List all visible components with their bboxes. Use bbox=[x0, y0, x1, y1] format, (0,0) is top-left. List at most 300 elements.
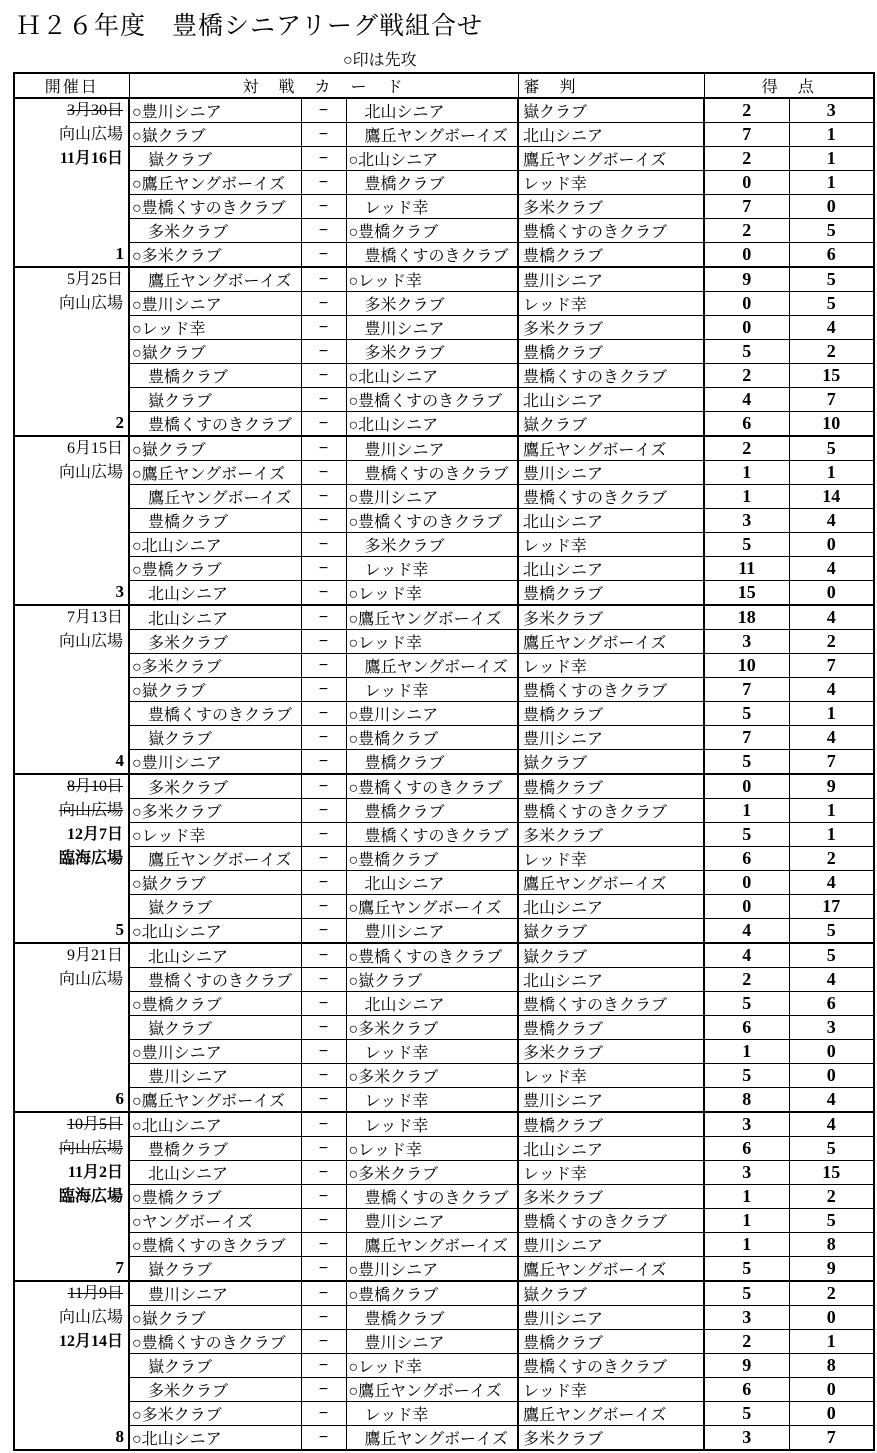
block-number: 1 bbox=[115, 244, 124, 263]
score1-cell: 15 bbox=[704, 581, 789, 606]
block-number: 6 bbox=[115, 1089, 124, 1108]
date-line: 向山広場 bbox=[58, 971, 123, 988]
team2-cell bbox=[346, 1402, 518, 1426]
team1-cell-label: ○北山シニア bbox=[132, 924, 222, 941]
vs-dash: − bbox=[301, 243, 346, 268]
score1-cell: 6 bbox=[704, 1137, 789, 1161]
score2-cell: 15 bbox=[789, 364, 874, 388]
match-row bbox=[14, 1209, 874, 1233]
umpire-cell: 鷹丘ヤングボーイズ bbox=[518, 630, 704, 654]
team2-cell bbox=[346, 1137, 518, 1161]
block-number: 4 bbox=[115, 751, 124, 770]
vs-dash: − bbox=[301, 509, 346, 533]
team2-cell bbox=[346, 1185, 518, 1209]
score1-cell: 0 bbox=[704, 895, 789, 919]
team1-cell bbox=[129, 919, 301, 944]
vs-dash: − bbox=[301, 461, 346, 485]
umpire-cell: 豊橋くすのきクラブ bbox=[518, 799, 704, 823]
vs-dash: − bbox=[301, 702, 346, 726]
team1-cell bbox=[129, 436, 301, 461]
vs-dash: − bbox=[301, 412, 346, 437]
vs-dash: − bbox=[301, 1088, 346, 1113]
match-row bbox=[14, 98, 874, 123]
date-line: 向山広場 bbox=[58, 295, 123, 312]
team1-cell-label: ○鷹丘ヤングボーイズ bbox=[132, 176, 286, 193]
team1-cell-label: ○多米クラブ bbox=[132, 1407, 222, 1424]
score2-cell: 4 bbox=[789, 871, 874, 895]
score2-cell: 5 bbox=[789, 1137, 874, 1161]
umpire-cell: レッド幸 bbox=[518, 533, 704, 557]
team2-cell-label: ○北山シニア bbox=[348, 369, 439, 386]
team1-cell bbox=[129, 316, 301, 340]
team2-cell-label: 豊橋くすのきクラブ bbox=[364, 1190, 509, 1207]
team1-cell bbox=[129, 1064, 301, 1088]
team2-cell bbox=[346, 1281, 518, 1306]
team1-cell-label: 鷹丘ヤングボーイズ bbox=[148, 490, 292, 507]
score1-cell: 5 bbox=[704, 992, 789, 1016]
score2-cell: 0 bbox=[789, 1064, 874, 1088]
umpire-cell: レッド幸 bbox=[518, 654, 704, 678]
vs-dash: − bbox=[301, 292, 346, 316]
umpire-cell: 豊川シニア bbox=[518, 1088, 704, 1113]
team2-cell-label: レッド幸 bbox=[364, 1045, 429, 1062]
match-row bbox=[14, 485, 874, 509]
team2-cell-label: 豊川シニア bbox=[364, 924, 445, 941]
team1-cell-label: ○豊川シニア bbox=[132, 104, 222, 121]
score2-cell: 4 bbox=[789, 678, 874, 702]
team1-cell bbox=[129, 243, 301, 268]
match-row bbox=[14, 267, 874, 292]
vs-dash: − bbox=[301, 823, 346, 847]
team2-cell bbox=[346, 98, 518, 123]
score2-cell: 5 bbox=[789, 267, 874, 292]
team2-cell bbox=[346, 943, 518, 968]
team2-cell-label: ○鷹丘ヤングボーイズ bbox=[348, 1383, 502, 1400]
team1-cell-label: ○ヤングボーイズ bbox=[132, 1214, 254, 1231]
team1-cell bbox=[129, 1112, 301, 1137]
score2-cell: 1 bbox=[789, 799, 874, 823]
vs-dash: − bbox=[301, 1306, 346, 1330]
team1-cell bbox=[129, 895, 301, 919]
team2-cell-label: 豊橋クラブ bbox=[364, 755, 445, 772]
score1-cell: 6 bbox=[704, 847, 789, 871]
team2-cell bbox=[346, 1378, 518, 1402]
team2-cell bbox=[346, 1088, 518, 1113]
score1-cell: 5 bbox=[704, 1402, 789, 1426]
vs-dash: − bbox=[301, 147, 346, 171]
score1-cell: 1 bbox=[704, 1040, 789, 1064]
score1-cell: 1 bbox=[704, 799, 789, 823]
team2-cell-label: ○豊橋くすのきクラブ bbox=[348, 514, 503, 531]
team2-cell bbox=[346, 847, 518, 871]
team2-cell-label: 豊橋クラブ bbox=[364, 804, 445, 821]
team1-cell-label: ○豊橋クラブ bbox=[132, 1190, 222, 1207]
team1-cell-label: ○豊橋クラブ bbox=[132, 997, 222, 1014]
match-row bbox=[14, 436, 874, 461]
team2-cell-label: 豊橋クラブ bbox=[364, 1311, 445, 1328]
date-cell bbox=[14, 267, 129, 436]
team2-cell bbox=[346, 799, 518, 823]
umpire-cell: 嶽クラブ bbox=[518, 412, 704, 437]
umpire-cell: 鷹丘ヤングボーイズ bbox=[518, 1402, 704, 1426]
umpire-cell: 北山シニア bbox=[518, 1137, 704, 1161]
team1-cell-label: 豊橋くすのきクラブ bbox=[148, 707, 293, 724]
umpire-cell: 豊橋クラブ bbox=[518, 774, 704, 799]
match-row bbox=[14, 702, 874, 726]
date-cell bbox=[14, 774, 129, 943]
team1-cell bbox=[129, 195, 301, 219]
score1-cell: 4 bbox=[704, 919, 789, 944]
team1-cell-label: ○豊橋くすのきクラブ bbox=[132, 1335, 286, 1352]
team2-cell bbox=[346, 1233, 518, 1257]
score2-cell: 2 bbox=[789, 340, 874, 364]
score2-cell: 6 bbox=[789, 992, 874, 1016]
vs-dash: − bbox=[301, 605, 346, 630]
umpire-cell: 豊橋クラブ bbox=[518, 1112, 704, 1137]
team2-cell bbox=[346, 340, 518, 364]
team1-cell-label: 豊川シニア bbox=[148, 1287, 229, 1304]
score1-cell: 2 bbox=[704, 1330, 789, 1354]
match-row bbox=[14, 605, 874, 630]
vs-dash: − bbox=[301, 1209, 346, 1233]
match-row bbox=[14, 968, 874, 992]
date-line: 12月7日 bbox=[66, 826, 123, 843]
umpire-cell: 豊橋くすのきクラブ bbox=[518, 485, 704, 509]
team2-cell-label: ○嶽クラブ bbox=[348, 973, 423, 990]
team1-cell bbox=[129, 557, 301, 581]
team1-cell-label: ○嶽クラブ bbox=[132, 683, 206, 700]
score2-cell: 4 bbox=[789, 968, 874, 992]
team2-cell-label: ○豊橋クラブ bbox=[348, 224, 439, 241]
score1-cell: 1 bbox=[704, 1209, 789, 1233]
schedule-body bbox=[14, 98, 874, 1450]
team1-cell-label: ○豊橋くすのきクラブ bbox=[132, 1238, 286, 1255]
score2-cell: 1 bbox=[789, 702, 874, 726]
vs-dash: − bbox=[301, 1378, 346, 1402]
team1-cell-label: 北山シニア bbox=[148, 586, 229, 603]
umpire-cell: 鷹丘ヤングボーイズ bbox=[518, 871, 704, 895]
team1-cell-label: ○北山シニア bbox=[132, 1431, 222, 1448]
team1-cell bbox=[129, 292, 301, 316]
score1-cell: 5 bbox=[704, 1281, 789, 1306]
team2-cell-label: ○レッド幸 bbox=[348, 1142, 423, 1159]
team2-cell-label: ○豊橋クラブ bbox=[348, 852, 439, 869]
score1-cell: 7 bbox=[704, 678, 789, 702]
score1-cell: 2 bbox=[704, 219, 789, 243]
score1-cell: 2 bbox=[704, 968, 789, 992]
team2-cell bbox=[346, 1306, 518, 1330]
vs-dash: − bbox=[301, 968, 346, 992]
team1-cell bbox=[129, 1209, 301, 1233]
team1-cell bbox=[129, 678, 301, 702]
team2-cell-label: ○レッド幸 bbox=[348, 635, 423, 652]
match-row bbox=[14, 1088, 874, 1113]
umpire-cell: 多米クラブ bbox=[518, 316, 704, 340]
umpire-cell: 北山シニア bbox=[518, 968, 704, 992]
team2-cell-label: ○豊川シニア bbox=[348, 1262, 439, 1279]
team2-cell bbox=[346, 968, 518, 992]
umpire-cell: 北山シニア bbox=[518, 388, 704, 412]
score2-cell: 3 bbox=[789, 1016, 874, 1040]
match-row bbox=[14, 123, 874, 147]
column-header-date: 開催日 bbox=[14, 73, 129, 98]
score2-cell: 5 bbox=[789, 943, 874, 968]
date-line: 向山広場 bbox=[58, 802, 123, 819]
legend-note: ○印は先攻 bbox=[343, 52, 417, 69]
match-row bbox=[14, 1378, 874, 1402]
team2-cell bbox=[346, 678, 518, 702]
score1-cell: 5 bbox=[704, 1064, 789, 1088]
vs-dash: − bbox=[301, 919, 346, 944]
team1-cell-label: 鷹丘ヤングボーイズ bbox=[148, 273, 292, 290]
date-line: 7月13日 bbox=[66, 609, 123, 626]
team1-cell-label: ○多米クラブ bbox=[132, 248, 222, 265]
team1-cell bbox=[129, 799, 301, 823]
match-row bbox=[14, 1185, 874, 1209]
team2-cell bbox=[346, 823, 518, 847]
match-row bbox=[14, 726, 874, 750]
match-row bbox=[14, 750, 874, 775]
score1-cell: 6 bbox=[704, 1016, 789, 1040]
team2-cell-label: レッド幸 bbox=[364, 200, 429, 217]
team2-cell bbox=[346, 461, 518, 485]
column-header-card: 対 戦 カ ー ド bbox=[129, 73, 518, 98]
team2-cell-label: レッド幸 bbox=[364, 562, 429, 579]
match-row bbox=[14, 1402, 874, 1426]
team1-cell bbox=[129, 630, 301, 654]
match-row bbox=[14, 895, 874, 919]
team2-cell-label: レッド幸 bbox=[364, 1407, 429, 1424]
vs-dash: − bbox=[301, 847, 346, 871]
team2-cell-label: 豊橋くすのきクラブ bbox=[364, 466, 509, 483]
team2-cell-label: 豊川シニア bbox=[364, 442, 445, 459]
team2-cell bbox=[346, 292, 518, 316]
team2-cell bbox=[346, 774, 518, 799]
score1-cell: 9 bbox=[704, 1354, 789, 1378]
team1-cell-label: 豊橋くすのきクラブ bbox=[148, 417, 293, 434]
score2-cell: 4 bbox=[789, 509, 874, 533]
team2-cell bbox=[346, 1257, 518, 1282]
umpire-cell: レッド幸 bbox=[518, 1161, 704, 1185]
umpire-cell: 豊橋くすのきクラブ bbox=[518, 678, 704, 702]
date-cell bbox=[14, 1112, 129, 1281]
team2-cell bbox=[346, 919, 518, 944]
umpire-cell: 豊川シニア bbox=[518, 461, 704, 485]
team1-cell-label: ○北山シニア bbox=[132, 538, 222, 555]
team2-cell-label: 多米クラブ bbox=[364, 345, 445, 362]
date-line: 6月15日 bbox=[66, 440, 123, 457]
score2-cell: 4 bbox=[789, 1112, 874, 1137]
team2-cell bbox=[346, 630, 518, 654]
vs-dash: − bbox=[301, 581, 346, 606]
team2-cell bbox=[346, 412, 518, 437]
score2-cell: 0 bbox=[789, 1402, 874, 1426]
team2-cell bbox=[346, 267, 518, 292]
vs-dash: − bbox=[301, 364, 346, 388]
umpire-cell: 豊橋クラブ bbox=[518, 702, 704, 726]
match-row bbox=[14, 1281, 874, 1306]
match-row bbox=[14, 364, 874, 388]
score2-cell: 2 bbox=[789, 1281, 874, 1306]
score2-cell: 0 bbox=[789, 581, 874, 606]
score2-cell: 5 bbox=[789, 292, 874, 316]
match-row bbox=[14, 219, 874, 243]
score1-cell: 0 bbox=[704, 316, 789, 340]
team2-cell bbox=[346, 1426, 518, 1451]
team2-cell-label: ○レッド幸 bbox=[348, 1359, 423, 1376]
score2-cell: 1 bbox=[789, 123, 874, 147]
score2-cell: 2 bbox=[789, 847, 874, 871]
match-row bbox=[14, 316, 874, 340]
score1-cell: 7 bbox=[704, 123, 789, 147]
match-row bbox=[14, 919, 874, 944]
vs-dash: − bbox=[301, 98, 346, 123]
team1-cell bbox=[129, 968, 301, 992]
match-row bbox=[14, 581, 874, 606]
score2-cell: 1 bbox=[789, 461, 874, 485]
column-header-umpire: 審 判 bbox=[518, 73, 704, 98]
umpire-cell: 豊橋クラブ bbox=[518, 340, 704, 364]
vs-dash: − bbox=[301, 340, 346, 364]
team2-cell bbox=[346, 605, 518, 630]
team1-cell bbox=[129, 1378, 301, 1402]
date-cell bbox=[14, 605, 129, 774]
team2-cell bbox=[346, 726, 518, 750]
team2-cell-label: ○鷹丘ヤングボーイズ bbox=[348, 611, 502, 628]
vs-dash: − bbox=[301, 750, 346, 775]
date-line: 向山広場 bbox=[58, 1140, 123, 1157]
score2-cell: 9 bbox=[789, 1257, 874, 1282]
team1-cell bbox=[129, 1016, 301, 1040]
match-row bbox=[14, 1161, 874, 1185]
score1-cell: 2 bbox=[704, 436, 789, 461]
umpire-cell: レッド幸 bbox=[518, 847, 704, 871]
vs-dash: − bbox=[301, 799, 346, 823]
score1-cell: 6 bbox=[704, 1378, 789, 1402]
vs-dash: − bbox=[301, 871, 346, 895]
team1-cell-label: 北山シニア bbox=[148, 611, 229, 628]
team2-cell bbox=[346, 1040, 518, 1064]
team2-cell bbox=[346, 702, 518, 726]
umpire-cell: 豊川シニア bbox=[518, 267, 704, 292]
team2-cell-label: 豊川シニア bbox=[364, 321, 445, 338]
score2-cell: 5 bbox=[789, 919, 874, 944]
score2-cell: 4 bbox=[789, 726, 874, 750]
score1-cell: 2 bbox=[704, 147, 789, 171]
team2-cell bbox=[346, 1064, 518, 1088]
team2-cell bbox=[346, 533, 518, 557]
date-line: 9月21日 bbox=[66, 947, 123, 964]
team2-cell-label: ○豊橋クラブ bbox=[348, 1287, 439, 1304]
score2-cell: 0 bbox=[789, 195, 874, 219]
team2-cell-label: 北山シニア bbox=[364, 997, 445, 1014]
team1-cell-label: 嶽クラブ bbox=[148, 731, 213, 748]
match-row bbox=[14, 630, 874, 654]
score1-cell: 5 bbox=[704, 340, 789, 364]
vs-dash: − bbox=[301, 316, 346, 340]
match-row bbox=[14, 654, 874, 678]
team2-cell-label: ○豊橋くすのきクラブ bbox=[348, 393, 503, 410]
team1-cell-label: ○嶽クラブ bbox=[132, 128, 206, 145]
match-row bbox=[14, 243, 874, 268]
team1-cell-label: ○多米クラブ bbox=[132, 659, 222, 676]
score1-cell: 1 bbox=[704, 485, 789, 509]
vs-dash: − bbox=[301, 123, 346, 147]
team2-cell-label: レッド幸 bbox=[364, 683, 429, 700]
umpire-cell: 豊橋くすのきクラブ bbox=[518, 219, 704, 243]
score1-cell: 3 bbox=[704, 1112, 789, 1137]
score1-cell: 4 bbox=[704, 943, 789, 968]
team2-cell bbox=[346, 171, 518, 195]
score1-cell: 1 bbox=[704, 461, 789, 485]
umpire-cell: レッド幸 bbox=[518, 1378, 704, 1402]
score2-cell: 4 bbox=[789, 1088, 874, 1113]
team1-cell bbox=[129, 702, 301, 726]
team1-cell bbox=[129, 774, 301, 799]
score1-cell: 6 bbox=[704, 412, 789, 437]
team2-cell bbox=[346, 195, 518, 219]
vs-dash: − bbox=[301, 171, 346, 195]
team2-cell-label: ○鷹丘ヤングボーイズ bbox=[348, 900, 502, 917]
score1-cell: 9 bbox=[704, 267, 789, 292]
score2-cell: 4 bbox=[789, 557, 874, 581]
score2-cell: 5 bbox=[789, 219, 874, 243]
team1-cell bbox=[129, 943, 301, 968]
team2-cell bbox=[346, 147, 518, 171]
date-line: 向山広場 bbox=[58, 126, 123, 143]
score1-cell: 0 bbox=[704, 292, 789, 316]
match-row bbox=[14, 292, 874, 316]
vs-dash: − bbox=[301, 533, 346, 557]
date-line: 5月25日 bbox=[66, 271, 123, 288]
match-row bbox=[14, 1257, 874, 1282]
umpire-cell: 北山シニア bbox=[518, 123, 704, 147]
vs-dash: − bbox=[301, 1402, 346, 1426]
vs-dash: − bbox=[301, 630, 346, 654]
umpire-cell: 嶽クラブ bbox=[518, 943, 704, 968]
team1-cell bbox=[129, 412, 301, 437]
team1-cell-label: 嶽クラブ bbox=[148, 1021, 213, 1038]
score2-cell: 4 bbox=[789, 605, 874, 630]
vs-dash: − bbox=[301, 1064, 346, 1088]
score2-cell: 17 bbox=[789, 895, 874, 919]
date-line: 11月9日 bbox=[67, 1285, 123, 1302]
team1-cell bbox=[129, 1137, 301, 1161]
score2-cell: 8 bbox=[789, 1233, 874, 1257]
vs-dash: − bbox=[301, 485, 346, 509]
umpire-cell: 豊橋クラブ bbox=[518, 1330, 704, 1354]
team1-cell bbox=[129, 847, 301, 871]
vs-dash: − bbox=[301, 895, 346, 919]
team2-cell bbox=[346, 316, 518, 340]
score2-cell: 4 bbox=[789, 316, 874, 340]
team1-cell-label: ○鷹丘ヤングボーイズ bbox=[132, 1093, 286, 1110]
score1-cell: 3 bbox=[704, 1426, 789, 1451]
team2-cell bbox=[346, 1112, 518, 1137]
score1-cell: 3 bbox=[704, 1306, 789, 1330]
score1-cell: 1 bbox=[704, 1185, 789, 1209]
vs-dash: − bbox=[301, 1426, 346, 1451]
block-number: 3 bbox=[115, 582, 124, 601]
team1-cell bbox=[129, 509, 301, 533]
score2-cell: 5 bbox=[789, 1209, 874, 1233]
umpire-cell: 北山シニア bbox=[518, 509, 704, 533]
match-row bbox=[14, 1306, 874, 1330]
match-row bbox=[14, 1330, 874, 1354]
team2-cell-label: ○豊川シニア bbox=[348, 490, 439, 507]
page-title: Ｈ２６年度 豊橋シニアリーグ戦組合せ bbox=[16, 13, 484, 40]
score2-cell: 9 bbox=[789, 774, 874, 799]
